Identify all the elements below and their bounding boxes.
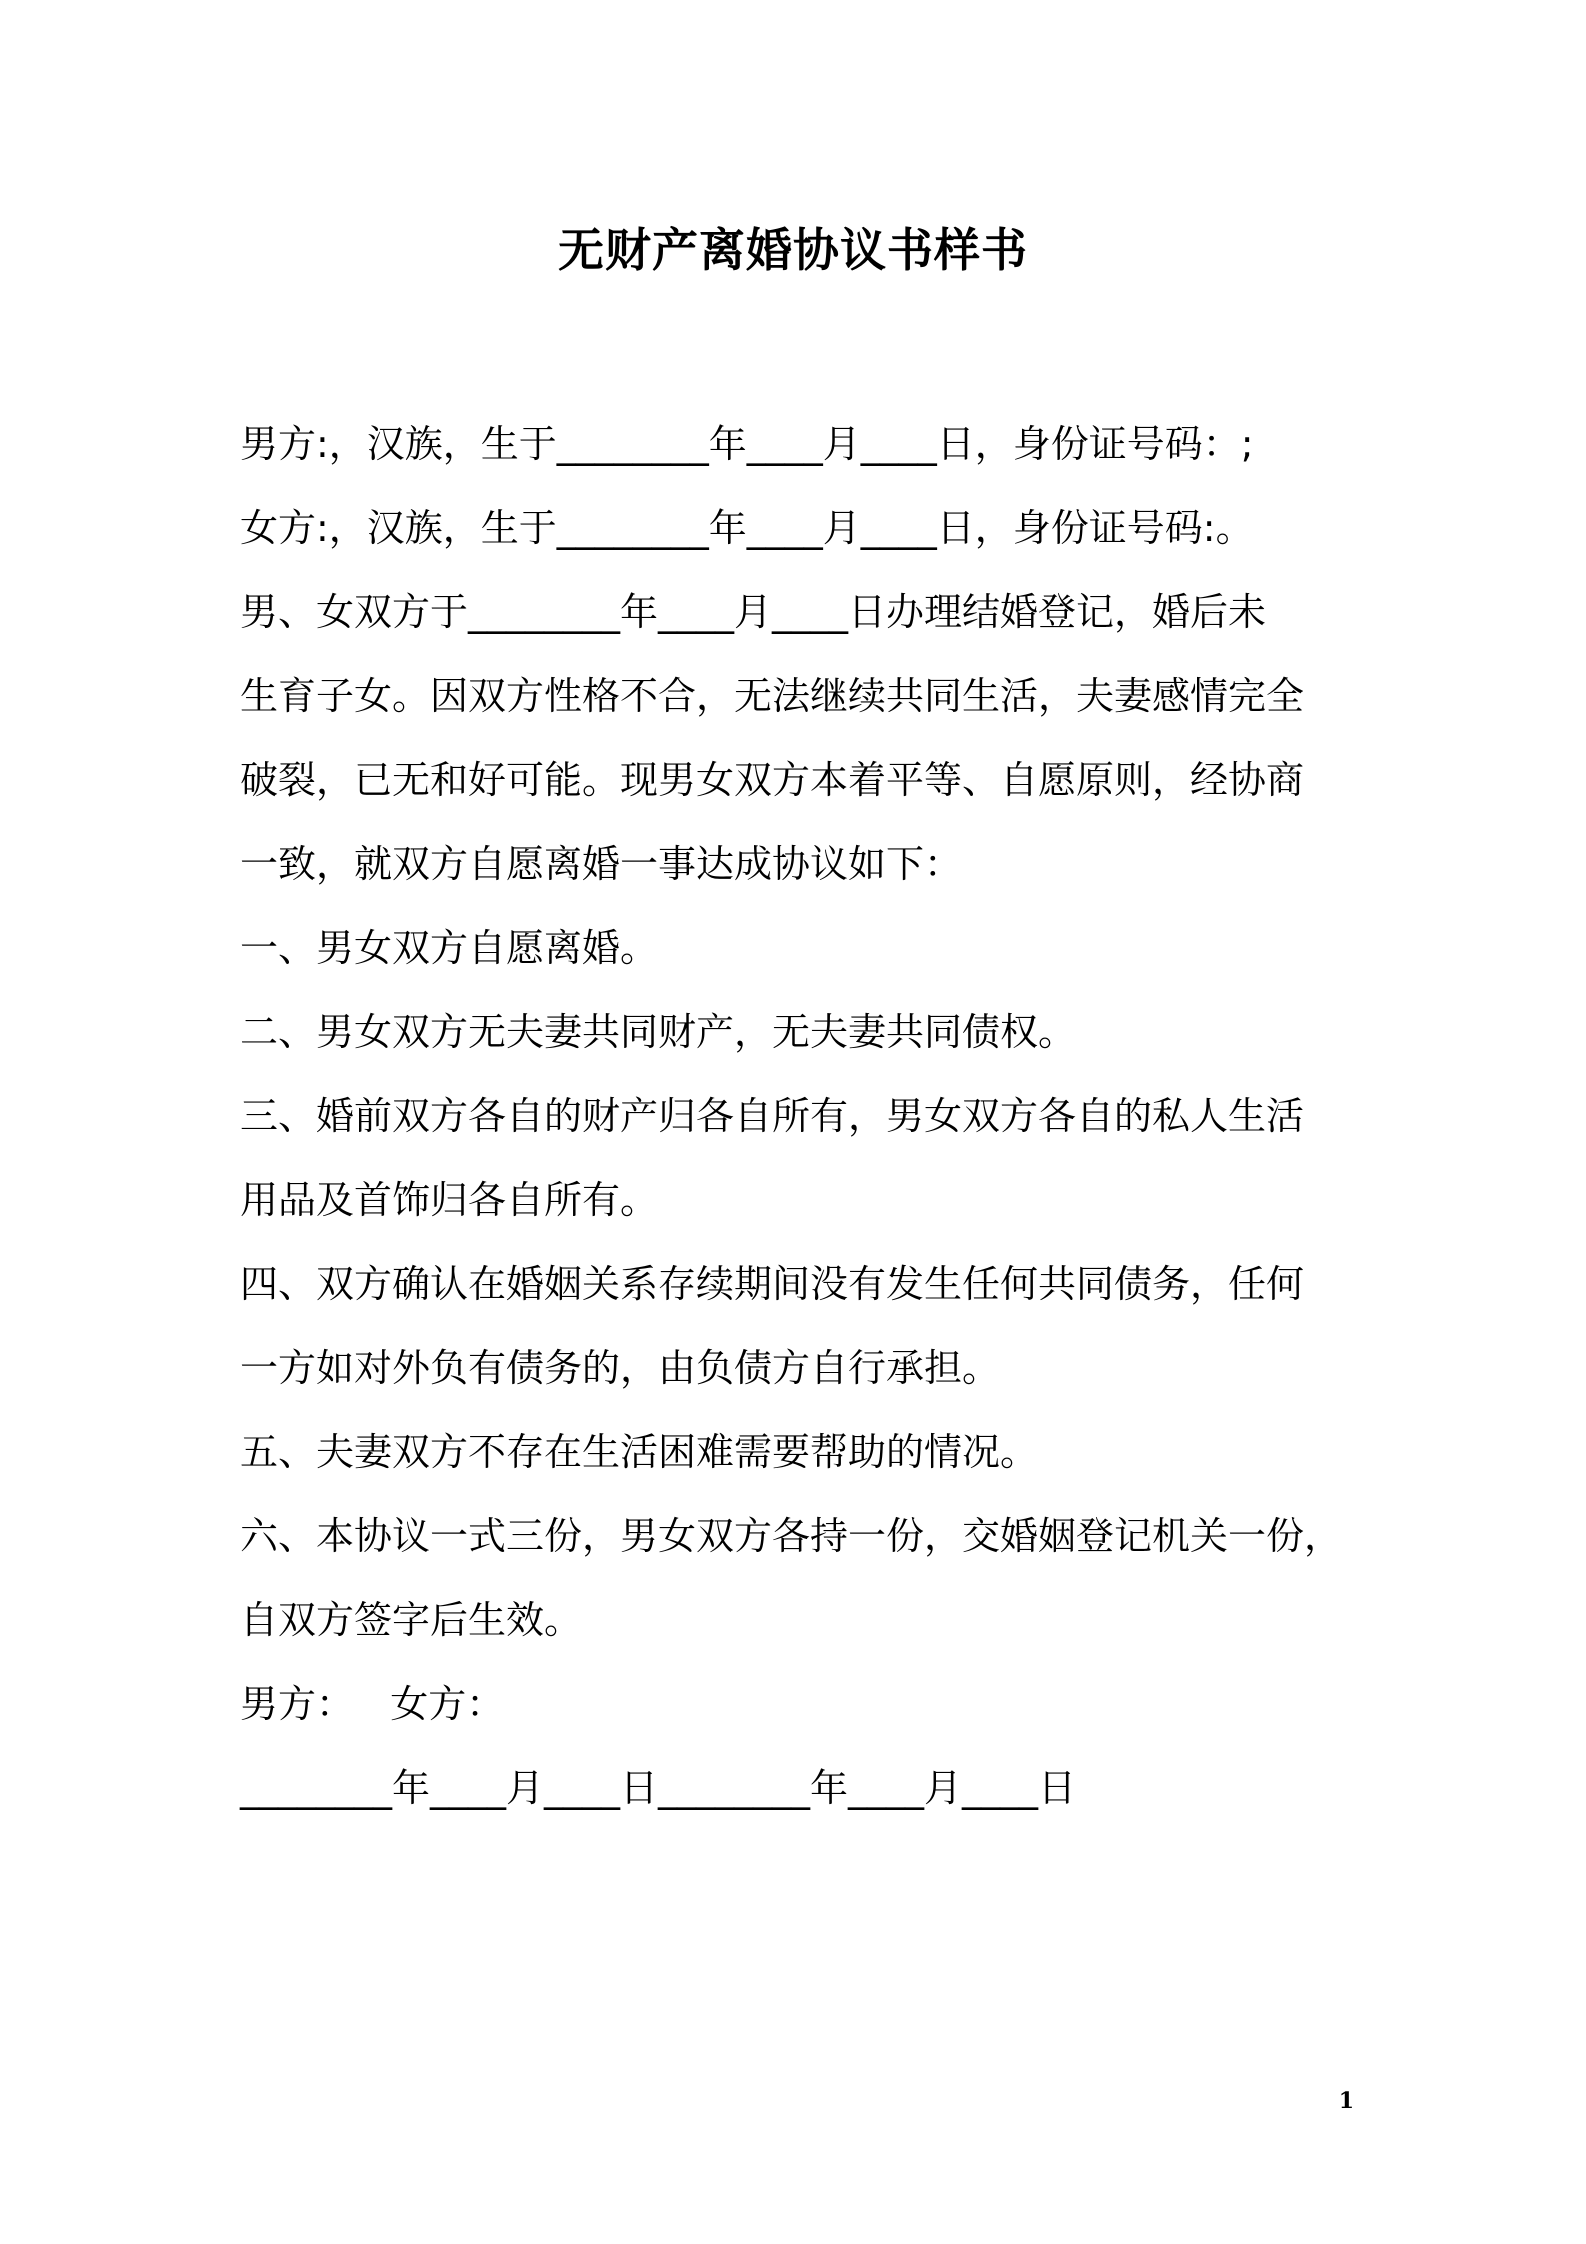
document-body [240,402,1360,1830]
preamble-line-1: 男、女双方于________年____月____日办理结婚登记，婚后未 [240,590,1267,634]
signature-line: 男方： 女方： [240,1682,505,1726]
preamble-line-4: 一致，就双方自愿离婚一事达成协议如下： [240,842,963,886]
page-number: 1 [1338,2088,1354,2114]
clause-4-line-2: 一方如对外负有债务的，由负债方自行承担。 [240,1346,1001,1390]
clause-6-line-2: 自双方签字后生效。 [240,1598,583,1642]
clause-2: 二、男女双方无夫妻共同财产，无夫妻共同债权。 [240,1010,1077,1054]
party-male-info: 男方:，汉族，生于________年____月____日，身份证号码：; [240,422,1254,466]
party-female-info: 女方:，汉族，生于________年____月____日，身份证号码:。 [240,506,1254,550]
clause-6-line-1: 六、本协议一式三份，男女双方各持一份，交婚姻登记机关一份， [240,1514,1343,1558]
preamble-line-3: 破裂，已无和好可能。现男女双方本着平等、自愿原则，经协商 [240,758,1305,802]
clause-3-line-2: 用品及首饰归各自所有。 [240,1178,659,1222]
document-title: 无财产离婚协议书样书 [558,223,1028,277]
clause-1: 一、男女双方自愿离婚。 [240,926,659,970]
preamble-line-2: 生育子女。因双方性格不合，无法继续共同生活，夫妻感情完全 [240,674,1305,718]
signature-date-line: ________年____月____日________年____月____日 [240,1766,1077,1810]
clause-5: 五、夫妻双方不存在生活困难需要帮助的情况。 [240,1430,1039,1474]
clause-3-line-1: 三、婚前双方各自的财产归各自所有，男女双方各自的私人生活 [240,1094,1305,1138]
clause-4-line-1: 四、双方确认在婚姻关系存续期间没有发生任何共同债务，任何 [240,1262,1305,1306]
